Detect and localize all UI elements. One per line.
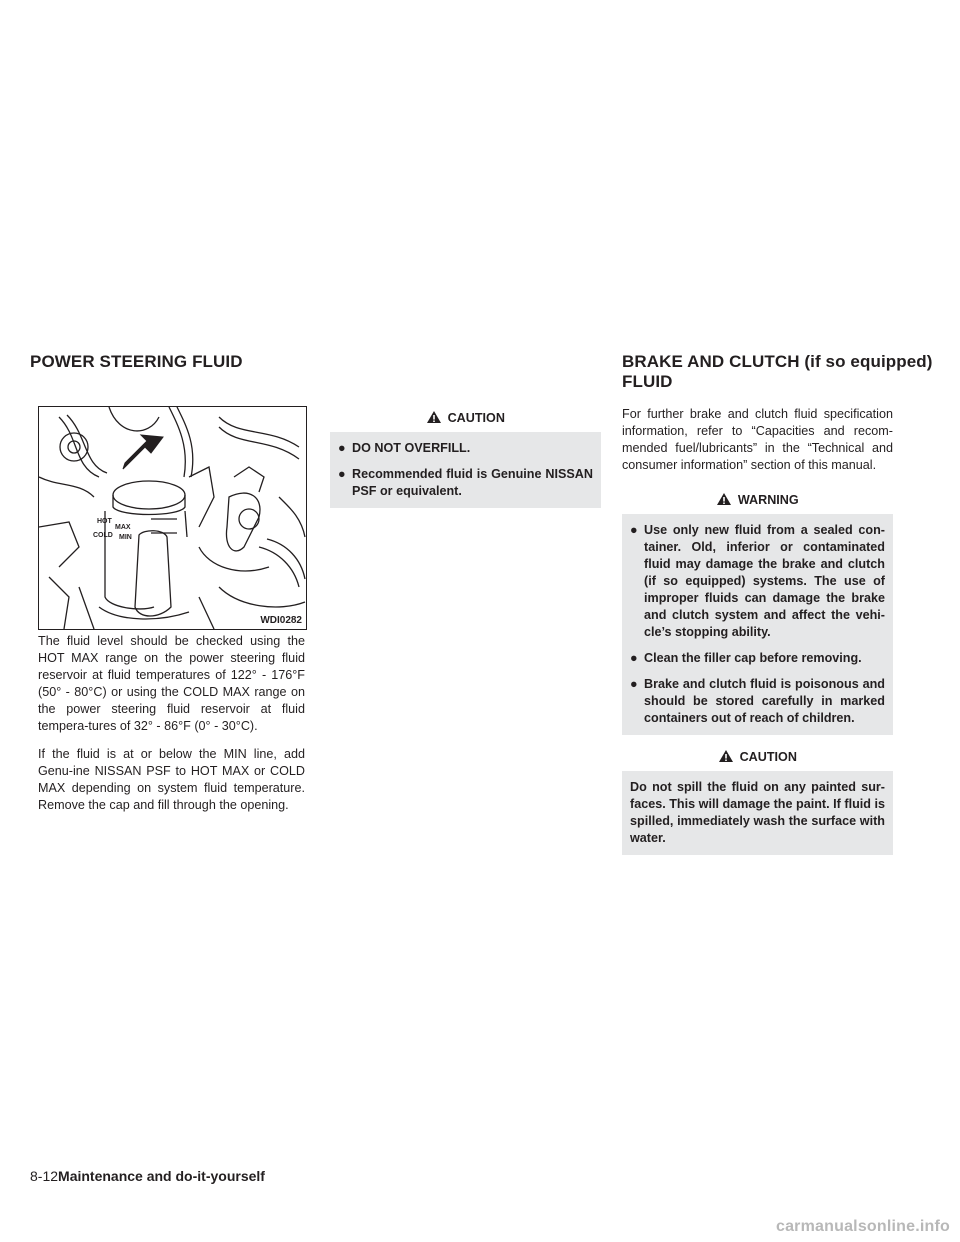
warning-box-brake [622,488,893,735]
heading-line-2: FLUID [622,372,673,391]
label-cold: COLD [93,532,113,539]
paragraph-brake-spec: For further brake and clutch fluid specification information, refer to “Capacities and recom-mended fuel/lubricants” in the “Technical and consumer information” section of this manual. [622,407,893,472]
label-min: MIN [119,534,132,541]
caution-text: Do not spill the fluid on any painted sur-faces. This will damage the paint. If fluid is spilled, immediately wash the surface with water. [630,780,885,845]
caution-title: CAUTION [739,750,797,764]
paragraph-add-fluid: If the fluid is at or below the MIN line, add Genu-ine NISSAN PSF to HOT MAX or COLD MAX depending on system fluid temperature. Remove the cap and fill through the opening. [38,747,305,812]
list-item [630,522,885,641]
caution-box-power-steering [330,406,601,508]
label-hot: HOT [97,518,112,525]
label-max: MAX [115,524,131,531]
caution-title: CAUTION [447,411,505,425]
warning-body [622,514,893,735]
caution-body [622,771,893,855]
reservoir-drawing [39,407,306,629]
paragraph-fluid-level: The fluid level should be checked using the HOT MAX range on the power steering fluid reservoir at fluid temperatures of 122° - 176°F (50° - 80°C) or using the COLD MAX range on the power steering fluid reservoir at fluid tempera-tures of 32° - 86°F (0° - 30°C). [38,634,305,733]
warning-triangle-icon [718,747,734,771]
bullet-icon: ● [630,677,638,691]
warning-triangle-icon [426,408,442,432]
list-item [630,676,885,727]
caution-header [330,406,601,432]
caution-header [622,745,893,771]
list-item [338,466,593,500]
right-column [622,406,893,855]
page-number: 8-12 [30,1168,59,1184]
list-item [338,440,593,457]
caution-item-text: DO NOT OVERFILL. [352,441,471,455]
bullet-icon: ● [338,441,346,455]
left-column [38,633,305,825]
page-footer [30,1168,265,1184]
warning-triangle-icon [716,490,732,514]
warning-header [622,488,893,514]
caution-body [330,432,601,508]
engine-reservoir-illustration [38,406,307,630]
figure-code: WDI0282 [260,615,302,626]
list-item [630,650,885,667]
section-heading-brake-clutch [622,352,933,392]
caution-box-brake [622,745,893,855]
warning-item-text: Use only new fluid from a sealed con-tainer. Old, inferior or contaminated fluid may damage the brake and clutch (if so equipped) systems. The use of improper fluids can damage the brake and clutch system and affect the vehi-cle’s stopping ability. [644,523,885,639]
warning-title: WARNING [737,493,799,507]
bullet-icon: ● [630,523,638,537]
bullet-icon: ● [338,467,346,481]
section-name: Maintenance and do-it-yourself [58,1168,265,1184]
watermark: carmanualsonline.info [775,1218,950,1235]
caution-item-text: Recommended fluid is Genuine NISSAN PSF or equivalent. [352,467,593,498]
section-heading-power-steering: POWER STEERING FLUID [30,352,243,371]
heading-line-1: BRAKE AND CLUTCH (if so equipped) [622,352,933,371]
warning-item-text: Clean the filler cap before removing. [644,651,862,665]
bullet-icon: ● [630,651,638,665]
warning-item-text: Brake and clutch fluid is poisonous and should be stored carefully in marked containers out of reach of children. [644,677,885,725]
